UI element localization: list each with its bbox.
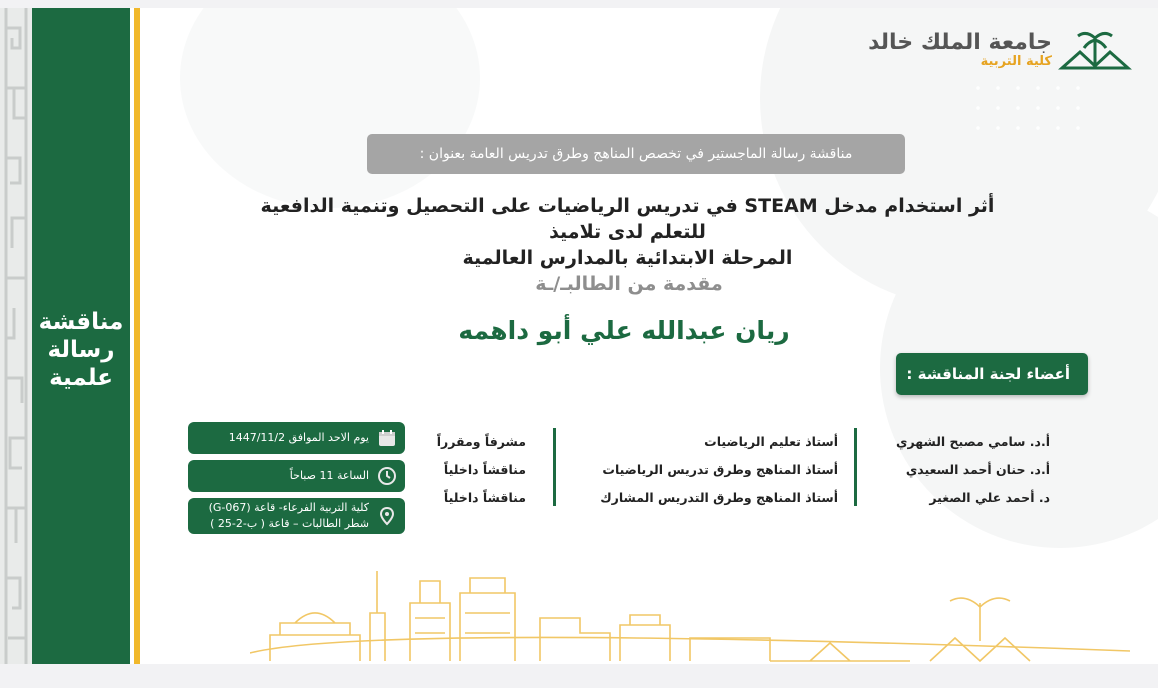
side-title-line3: علمية (49, 365, 113, 391)
university-name: جامعة الملك خالد (868, 30, 1052, 55)
event-location-line2: شطر الطالبات – قاعة ( ب-2-25 ) (210, 517, 369, 530)
member-name: د. أحمد علي الصغير (929, 490, 1050, 505)
announcement-card (0, 8, 1158, 664)
member-name: أ.د. حنان أحمد السعيدي (905, 462, 1050, 477)
event-date: يوم الاحد الموافق 1447/11/2 (228, 431, 369, 444)
presented-by-label: مقدمة من الطالبـ/ـة (535, 273, 723, 295)
divider (854, 428, 857, 506)
member-role: مناقشاً داخلياً (443, 490, 526, 505)
clock-icon (377, 466, 397, 486)
member-role: مشرفاً ومقرراً (436, 434, 526, 449)
location-pin-icon (377, 506, 397, 526)
member-title: أستاذ المناهج وطرق التدريس المشارك (600, 490, 838, 505)
member-roles (437, 428, 526, 512)
calendar-icon (377, 428, 397, 448)
event-time: الساعة 11 صباحاً (289, 469, 369, 482)
bg-circle (180, 8, 480, 208)
member-title: أستاذ تعليم الرياضيات (704, 434, 838, 449)
member-title: أستاذ المناهج وطرق تدريس الرياضيات (602, 462, 838, 477)
side-title-line2: رسالة (47, 337, 115, 363)
palm-logo-icon (1058, 28, 1132, 72)
date-pill (188, 422, 405, 454)
thesis-title-line2: المرحلة الابتدائية بالمدارس العالمية (462, 247, 793, 269)
subtitle-banner: مناقشة رسالة الماجستير في تخصص المناهج وطرق تدريس العامة بعنوان : (367, 134, 905, 174)
member-titles (600, 428, 838, 512)
skyline-illustration (250, 563, 1130, 663)
member-name: أ.د. سامي مصبح الشهري (896, 434, 1050, 449)
student-name: ريان عبدالله علي أبو داهمه (458, 316, 790, 345)
member-role: مناقشاً داخلياً (443, 462, 526, 477)
side-title-line1: مناقشة (38, 309, 124, 335)
event-location-line1: كلية التربية الفرعاء- قاعة (G-067) (208, 501, 369, 514)
dot-grid (968, 78, 1088, 134)
time-pill (188, 460, 405, 492)
thesis-title-line1: أثر استخدام مدخل STEAM في تدريس الرياضيات على التحصيل وتنمية الدافعية للتعلم لدى تلاميذ (260, 195, 995, 243)
thesis-title (230, 193, 1025, 271)
college-name: كلية التربية (980, 54, 1052, 69)
member-names (896, 428, 1050, 512)
divider (553, 428, 556, 506)
committee-heading: أعضاء لجنة المناقشة : (896, 353, 1088, 395)
location-pill (188, 498, 405, 534)
